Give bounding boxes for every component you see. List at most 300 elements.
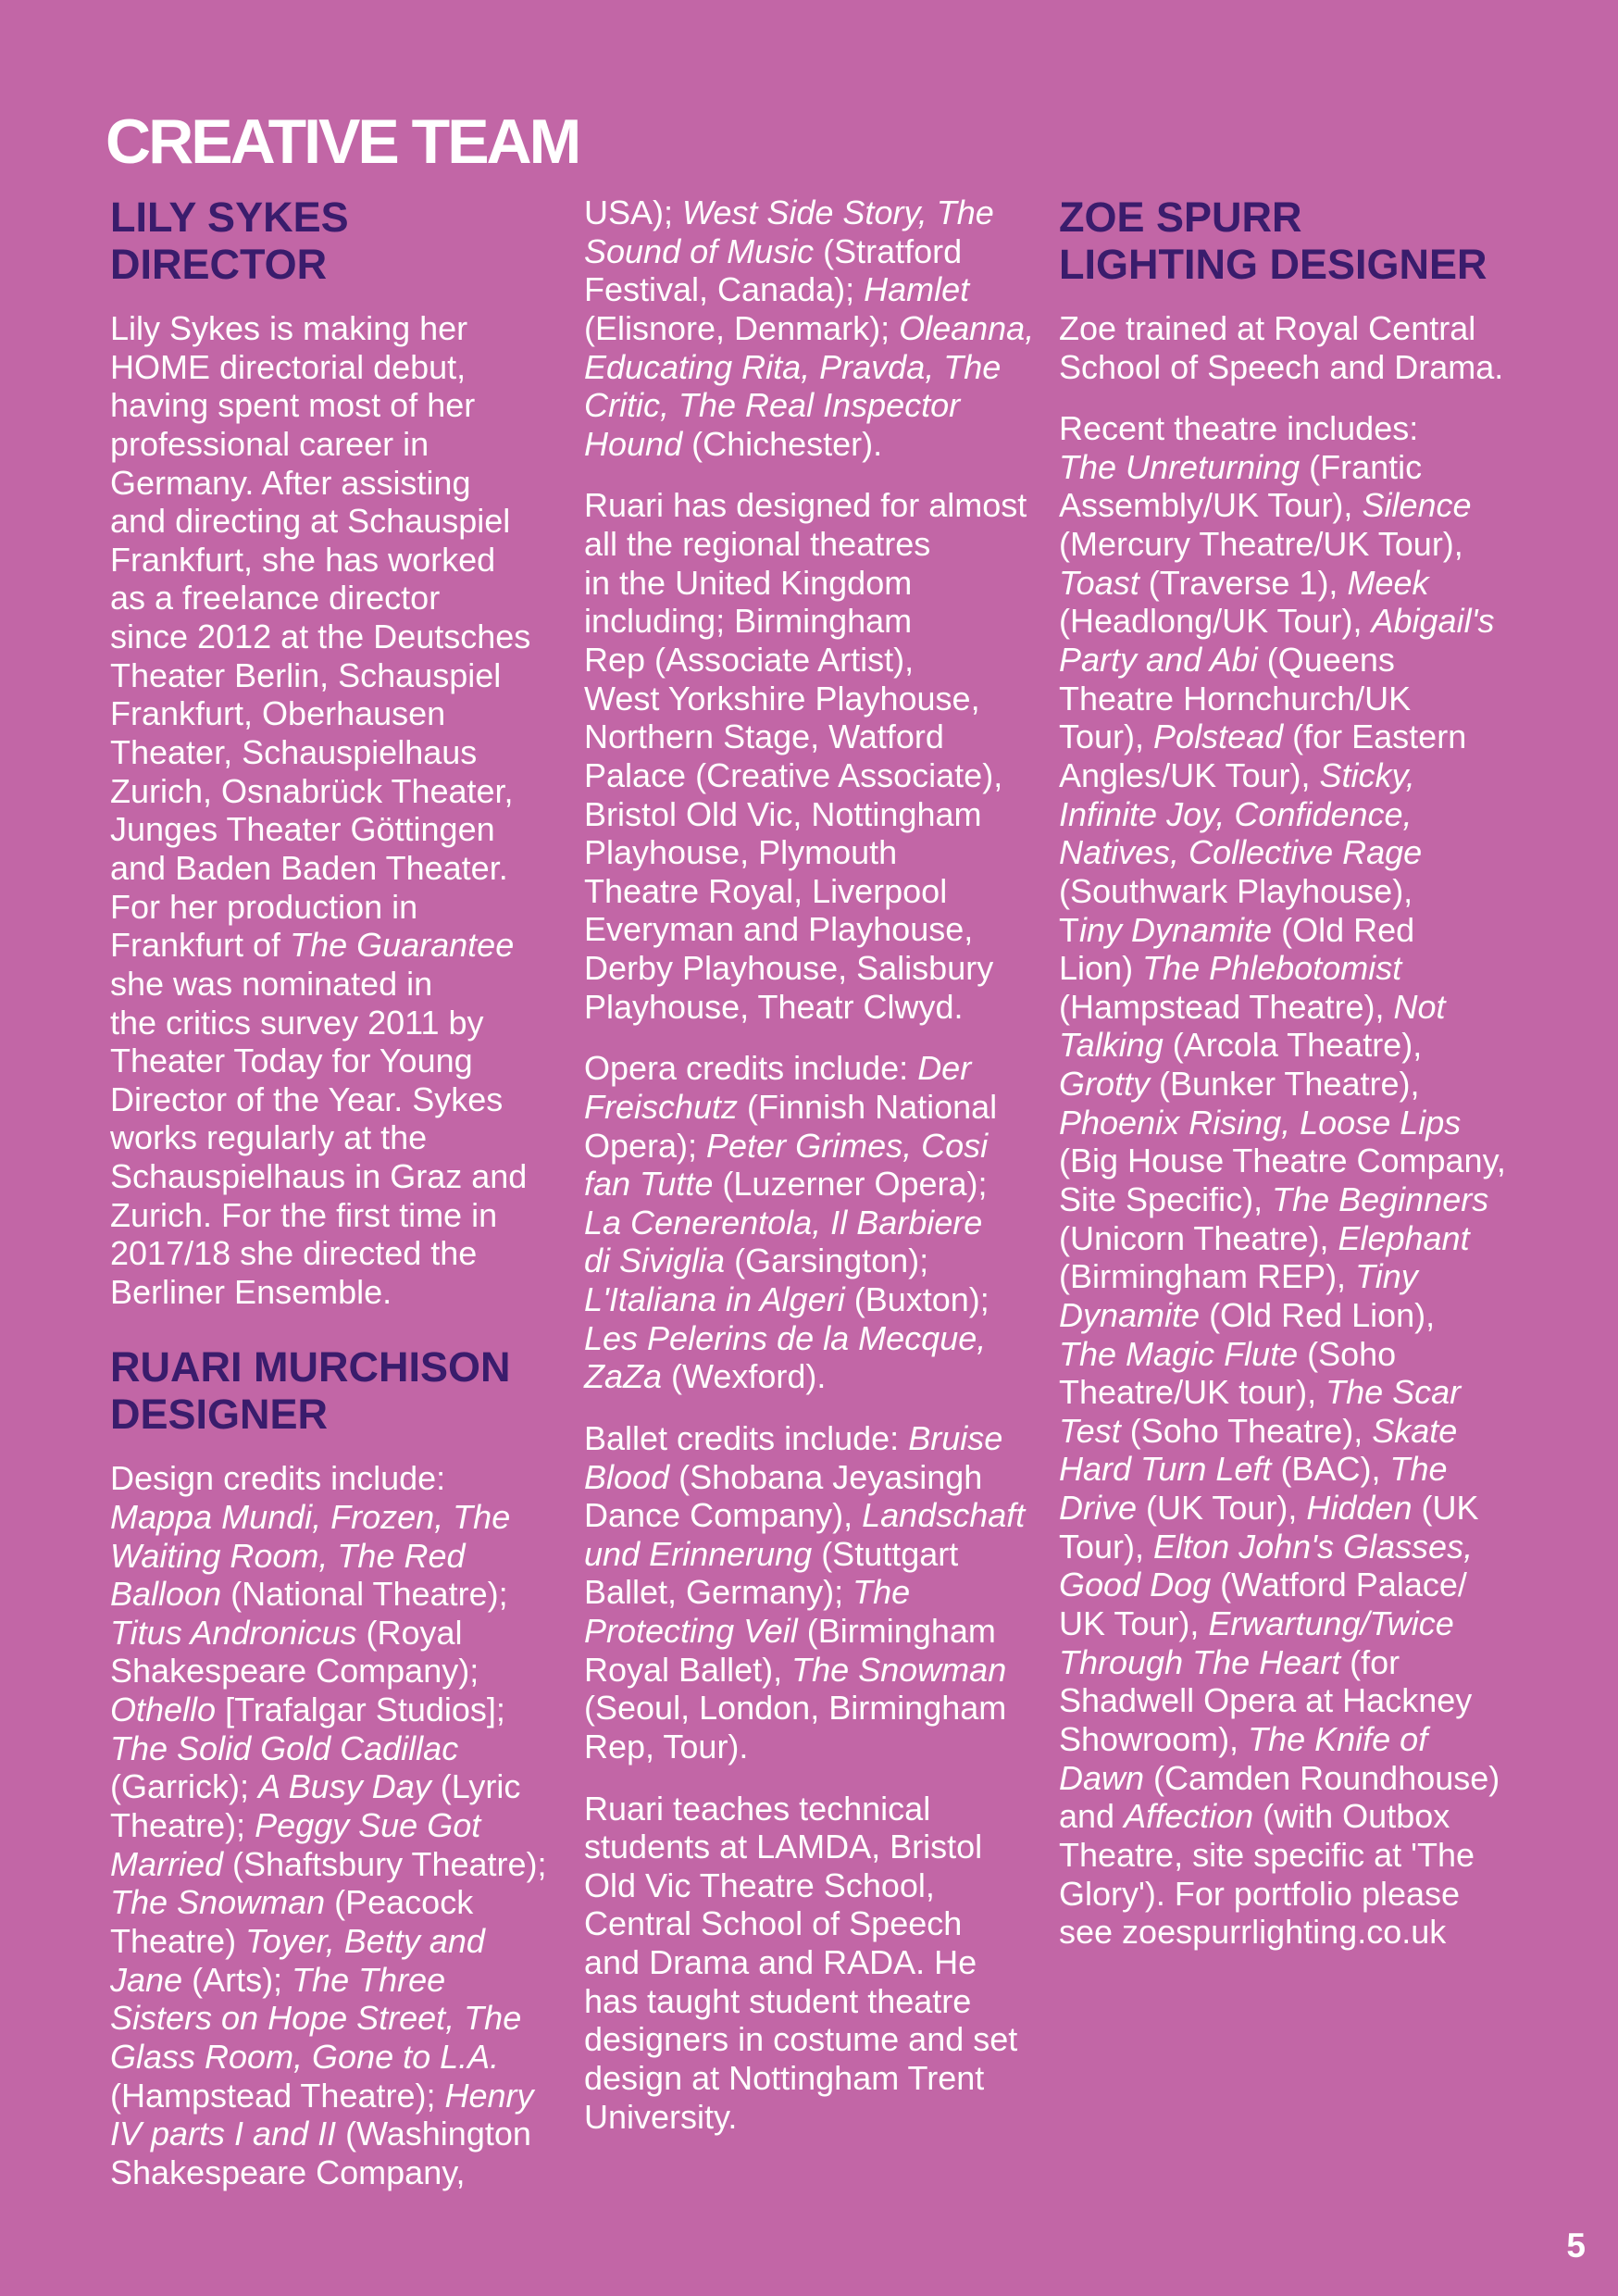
text-line [110, 1691, 578, 1729]
text-line [584, 1790, 1052, 1828]
text-run: (Frantic [1300, 447, 1423, 486]
text-line [110, 1042, 578, 1080]
text-run: Playhouse, Plymouth [584, 833, 898, 872]
text-line [110, 1575, 578, 1614]
text-line [110, 1080, 578, 1119]
person-role: LIGHTING DESIGNER [1059, 241, 1487, 288]
text-run: and Baden Baden Theater. [110, 848, 508, 887]
text-run: 2017/18 she directed the [110, 1234, 478, 1273]
text-line [110, 309, 578, 348]
text-line [1059, 448, 1526, 487]
text-line [1059, 1643, 1526, 1682]
text-line [110, 579, 578, 618]
italic-title: Sound of Music [584, 231, 815, 270]
text-run: (Lyric [430, 1767, 521, 1806]
italic-title: Polstead [1153, 718, 1284, 756]
italic-title: Test [1059, 1411, 1121, 1450]
text-run: has taught student theatre [584, 1981, 972, 2020]
text-run: and directing at Schauspiel [110, 502, 511, 541]
text-run: Theater Today for Young [110, 1042, 473, 1080]
text-run: (Arts); [182, 1960, 292, 1999]
text-run: (Finnish National [738, 1087, 998, 1126]
text-line [110, 1614, 578, 1653]
text-line [584, 1943, 1052, 1982]
text-line [1059, 795, 1526, 834]
text-line [110, 1999, 578, 2038]
text-run: (Soho [1298, 1334, 1397, 1373]
text-run: (for Eastern [1283, 718, 1467, 756]
text-run: and [1059, 1797, 1125, 1836]
italic-title: Sisters on Hope Street, The [110, 1999, 522, 2038]
italic-title: Critic, The Real Inspector [584, 386, 961, 425]
paragraph [584, 1419, 1052, 1766]
text-line [584, 1088, 1052, 1127]
italic-title: Bruise [908, 1418, 1003, 1457]
text-run: in the United Kingdom [584, 563, 913, 602]
text-line [110, 1537, 578, 1576]
text-line [584, 2098, 1052, 2137]
page-number: 5 [1566, 2227, 1586, 2265]
text-run: (Old Red Lion), [1200, 1295, 1436, 1334]
text-line [110, 965, 578, 1004]
text-line [1059, 833, 1526, 872]
text-run: (UK Tour), [1137, 1489, 1307, 1528]
italic-title: di Siviglia [584, 1242, 726, 1280]
text-run: (Wexford). [662, 1357, 827, 1396]
paragraph [1059, 309, 1526, 386]
text-line [584, 1689, 1052, 1728]
text-line [110, 926, 578, 965]
paragraph [110, 1459, 578, 2191]
text-run: Theatre Hornchurch/UK [1059, 679, 1412, 718]
text-line [584, 1496, 1052, 1535]
paragraph [110, 309, 578, 1312]
text-run: (UK [1412, 1489, 1479, 1528]
text-line [1059, 1335, 1526, 1374]
text-line [1059, 1142, 1526, 1180]
text-run: Tour), [1059, 718, 1154, 756]
italic-title: Henry [444, 2076, 534, 2115]
text-run: Theatre Royal, Liverpool [584, 871, 948, 910]
text-line [110, 810, 578, 849]
text-run: Theater Berlin, Schauspiel [110, 655, 502, 694]
text-line [584, 486, 1052, 525]
text-line [584, 1127, 1052, 1166]
text-run: Assembly/UK Tour), [1059, 486, 1363, 525]
italic-title: und Erinnerung [584, 1534, 813, 1573]
text-line [584, 270, 1052, 309]
text-line [110, 541, 578, 580]
text-line [110, 386, 578, 425]
text-run: West Yorkshire Playhouse, [584, 679, 980, 718]
text-line [1059, 602, 1526, 641]
text-run: (Soho Theatre), [1120, 1411, 1373, 1450]
text-run: Festival, Canada); [584, 270, 865, 309]
text-run: (Peacock [325, 1883, 474, 1922]
text-run: (Stuttgart [812, 1534, 959, 1573]
person-name: LILY SYKES [110, 193, 349, 241]
text-line [1059, 1528, 1526, 1566]
text-run: works regularly at the [110, 1118, 428, 1157]
italic-title: Balloon [110, 1575, 222, 1614]
text-line [1059, 1104, 1526, 1142]
text-line [1059, 1219, 1526, 1258]
italic-title: The Magic Flute [1059, 1334, 1299, 1373]
text-run: USA); [584, 193, 683, 231]
text-run: Lily Sykes is making her [110, 309, 468, 347]
text-line [1059, 1720, 1526, 1759]
paragraph [584, 1790, 1052, 2137]
text-run: Zurich. For the first time in [110, 1195, 498, 1234]
italic-title: Affection [1124, 1797, 1254, 1836]
text-run: T [1059, 910, 1079, 949]
text-run: Shadwell Opera at Hackney [1059, 1681, 1473, 1720]
text-line [110, 502, 578, 541]
text-run: she was nominated in [110, 964, 433, 1003]
text-run: UK Tour), [1059, 1604, 1209, 1643]
column-1 [110, 193, 578, 2215]
text-line [584, 602, 1052, 641]
text-run: as a freelance director [110, 579, 441, 618]
column-2 [584, 193, 1052, 2159]
text-line [1059, 409, 1526, 448]
italic-title: A Busy Day [257, 1767, 431, 1806]
text-run: Central School of Speech [584, 1904, 963, 1943]
italic-title: Protecting Veil [584, 1612, 798, 1651]
text-line [110, 1845, 578, 1884]
text-run: Showroom), [1059, 1719, 1249, 1758]
italic-title: Hard Turn Left [1059, 1450, 1272, 1489]
text-run: Germany. After assisting [110, 463, 471, 502]
text-line [584, 1866, 1052, 1905]
text-line [584, 425, 1052, 464]
text-line [1059, 1257, 1526, 1296]
text-run: (Garrick); [110, 1767, 258, 1806]
text-run: (Buxton); [844, 1280, 989, 1319]
italic-title: Hidden [1306, 1489, 1413, 1528]
text-line [110, 733, 578, 772]
text-line [1059, 949, 1526, 988]
text-run: (Bunker Theatre), [1150, 1065, 1420, 1104]
text-run: (Elisnore, Denmark); [584, 308, 900, 347]
italic-title: Sticky, [1319, 755, 1415, 794]
italic-title: Meek [1347, 563, 1429, 602]
text-line [1059, 1604, 1526, 1643]
text-run: (Mercury Theatre/UK Tour), [1059, 525, 1463, 564]
text-run: (for [1340, 1642, 1400, 1681]
text-run: (Headlong/UK Tour), [1059, 602, 1372, 641]
text-line [584, 718, 1052, 756]
italic-title: iny Dynamite [1079, 910, 1273, 949]
italic-title: The Solid Gold Cadillac [110, 1728, 459, 1767]
text-line [584, 680, 1052, 718]
italic-title: Educating Rita, Pravda, The [584, 347, 1002, 386]
text-line [584, 2020, 1052, 2059]
text-run: (Seoul, London, Birmingham [584, 1689, 1007, 1728]
text-run: Site Specific), [1059, 1179, 1273, 1218]
italic-title: Hamlet [864, 270, 970, 309]
text-run: (with Outbox [1253, 1797, 1450, 1836]
text-run: Northern Stage, Watford [584, 718, 944, 756]
italic-title: Elton John's Glasses, [1153, 1527, 1474, 1566]
italic-title: Infinite Joy, Confidence, [1059, 794, 1413, 833]
text-line [584, 193, 1052, 232]
italic-title: Drive [1059, 1489, 1138, 1528]
person-name: ZOE SPURR [1059, 193, 1302, 241]
text-line [1059, 1875, 1526, 1914]
italic-title: La Cenerentola, Il Barbiere [584, 1203, 983, 1242]
text-line [1059, 564, 1526, 603]
text-run: and Drama and RADA. He [584, 1943, 977, 1982]
text-line [584, 1357, 1052, 1396]
text-line [1059, 641, 1526, 680]
text-run: Glory'). For portfolio please [1059, 1874, 1461, 1913]
italic-title: Les Pelerins de la Mecque, [584, 1318, 987, 1357]
italic-title: The Phlebotomist [1142, 949, 1402, 988]
text-line [110, 1498, 578, 1537]
text-run: the critics survey 2011 by [110, 1003, 484, 1042]
text-run: Bristol Old Vic, Nottingham [584, 794, 982, 833]
text-line [584, 1165, 1052, 1204]
text-line [1059, 756, 1526, 795]
text-run: Recent theatre includes: [1059, 409, 1419, 448]
italic-title: The Unreturning [1059, 447, 1301, 486]
text-run: (Royal [356, 1613, 463, 1652]
text-run: (Traverse 1), [1139, 563, 1348, 602]
text-run: Derby Playhouse, Salisbury [584, 949, 994, 988]
paragraph [1059, 409, 1526, 1952]
italic-title: Silence [1362, 486, 1472, 525]
italic-title: Dynamite [1059, 1295, 1201, 1334]
italic-title: The Snowman [110, 1883, 326, 1922]
text-line [110, 2038, 578, 2077]
italic-title: Der [917, 1049, 972, 1088]
italic-title: Toyer, Betty and [245, 1921, 485, 1960]
text-line [1059, 1373, 1526, 1412]
italic-title: ZaZa [584, 1357, 663, 1396]
text-run: (Southwark Playhouse), [1059, 871, 1413, 910]
text-line [1059, 1296, 1526, 1335]
text-line [110, 1961, 578, 2000]
text-line [1059, 1797, 1526, 1836]
italic-title: Waiting Room, The Red [110, 1536, 466, 1575]
text-line [1059, 1065, 1526, 1104]
italic-title: fan Tutte [584, 1165, 714, 1204]
paragraph [584, 1049, 1052, 1396]
text-run: Theater, Schauspielhaus [110, 733, 478, 772]
text-run: (Washington [336, 2115, 531, 2153]
text-run: Angles/UK Tour), [1059, 755, 1320, 794]
text-run: (Garsington); [725, 1242, 929, 1280]
text-line [1059, 1681, 1526, 1720]
text-run: Dance Company), [584, 1496, 863, 1535]
text-line [110, 348, 578, 387]
text-run: HOME directorial debut, [110, 347, 467, 386]
text-line [110, 1922, 578, 1961]
text-line [584, 1280, 1052, 1319]
italic-title: Titus Andronicus [110, 1613, 357, 1652]
text-run: Old Vic Theatre School, [584, 1866, 935, 1904]
text-line [110, 1652, 578, 1691]
text-line [1059, 1913, 1526, 1952]
paragraph [584, 193, 1052, 463]
italic-title: IV parts I and II [110, 2115, 337, 2153]
italic-title: Othello [110, 1691, 217, 1729]
text-line [110, 656, 578, 695]
italic-title: The Snowman [791, 1650, 1007, 1689]
italic-title: Abigail's [1371, 602, 1495, 641]
text-line [1059, 309, 1526, 348]
person-name: RUARI MURCHISON [110, 1343, 511, 1391]
text-run: (Shobana Jeyasingh [669, 1457, 983, 1496]
text-line [584, 1242, 1052, 1280]
text-run: (Old Red [1272, 910, 1415, 949]
text-line [110, 2153, 578, 2192]
text-run: For her production in [110, 887, 418, 926]
text-line [110, 1157, 578, 1196]
text-run: Schauspielhaus in Graz and [110, 1157, 528, 1196]
text-run: Junges Theater Göttingen [110, 810, 495, 849]
text-run: see zoespurrlighting.co.uk [1059, 1913, 1447, 1952]
text-line [110, 1234, 578, 1273]
text-line [110, 888, 578, 927]
text-line [584, 1651, 1052, 1690]
text-run: Ruari has designed for almost [584, 486, 1027, 525]
text-line [1059, 525, 1526, 564]
text-line [110, 694, 578, 733]
text-line [1059, 911, 1526, 950]
italic-title: Jane [110, 1960, 183, 1999]
text-run: Design credits include: [110, 1459, 446, 1498]
text-run: Opera); [584, 1126, 707, 1165]
text-line [1059, 680, 1526, 718]
text-line [584, 1904, 1052, 1943]
text-line [584, 1535, 1052, 1574]
italic-title: West Side Story, The [682, 193, 994, 231]
text-run: (BAC), [1271, 1450, 1390, 1489]
italic-title: Peter Grimes, Cosi [706, 1126, 989, 1165]
text-run: Lion) [1059, 949, 1143, 988]
text-line [1059, 1836, 1526, 1875]
text-line [584, 988, 1052, 1027]
text-run: Frankfurt, she has worked [110, 540, 496, 579]
text-run: Ruari teaches technical [584, 1789, 931, 1828]
text-run: having spent most of her [110, 386, 476, 425]
text-run: since 2012 at the Deutsches [110, 618, 531, 656]
text-line [584, 756, 1052, 795]
text-line [584, 1458, 1052, 1497]
text-run: professional career in [110, 424, 429, 463]
italic-title: Skate [1372, 1411, 1458, 1450]
text-line [110, 1729, 578, 1768]
text-run: Ballet credits include: [584, 1418, 909, 1457]
text-line [110, 1767, 578, 1806]
text-line [110, 849, 578, 888]
italic-title: Dawn [1059, 1758, 1145, 1797]
text-run: Theatre, site specific at 'The [1059, 1835, 1475, 1874]
text-line [1059, 1450, 1526, 1489]
italic-title: The [1389, 1450, 1448, 1489]
text-run: Palace (Creative Associate), [584, 755, 1003, 794]
text-run: (Unicorn Theatre), [1059, 1218, 1338, 1257]
text-line [110, 425, 578, 464]
italic-title: The Scar [1326, 1373, 1462, 1412]
text-line [584, 833, 1052, 872]
text-line [110, 464, 578, 503]
text-run: Theatre/UK tour), [1059, 1373, 1326, 1412]
text-run: Rep, Tour). [584, 1728, 749, 1766]
text-run: Shakespeare Company); [110, 1652, 479, 1691]
text-run: (Camden Roundhouse) [1144, 1758, 1500, 1797]
text-run: University. [584, 2097, 738, 2136]
italic-title: The Three [292, 1960, 446, 1999]
text-run: (National Theatre); [221, 1575, 508, 1614]
italic-title: Phoenix Rising, Loose Lips [1059, 1103, 1462, 1142]
text-run: Rep (Associate Artist), [584, 640, 915, 679]
text-run: [Trafalgar Studios]; [216, 1691, 505, 1729]
text-line [1059, 1180, 1526, 1219]
text-line [584, 348, 1052, 387]
text-line [110, 1118, 578, 1157]
text-line [110, 1004, 578, 1042]
italic-title: Elephant [1338, 1218, 1470, 1257]
paragraph [584, 486, 1052, 1026]
person-role: DESIGNER [110, 1391, 329, 1439]
text-run: (Arcola Theatre), [1163, 1026, 1423, 1065]
text-line [584, 525, 1052, 564]
text-line [584, 309, 1052, 348]
text-line [584, 1049, 1052, 1088]
text-run: design at Nottingham Trent [584, 2059, 985, 2098]
italic-title: Grotty [1059, 1065, 1151, 1104]
text-run: (Luzerner Opera); [713, 1165, 988, 1204]
italic-title: Through The Heart [1059, 1642, 1341, 1681]
text-line [584, 232, 1052, 271]
text-line [1059, 348, 1526, 387]
text-run: Shakespeare Company, [110, 2152, 466, 2191]
text-line [1059, 872, 1526, 911]
text-run: Opera credits include: [584, 1049, 918, 1088]
text-line [110, 1459, 578, 1498]
section-heading [110, 193, 578, 288]
text-run: Zoe trained at Royal Central [1059, 309, 1476, 347]
text-line [584, 872, 1052, 911]
text-run: Ballet, Germany); [584, 1573, 853, 1612]
text-run: (Hampstead Theatre), [1059, 987, 1394, 1026]
text-line [1059, 486, 1526, 525]
italic-title: Good Dog [1059, 1566, 1212, 1604]
text-line [110, 1196, 578, 1235]
text-line [584, 795, 1052, 834]
italic-title: Toast [1059, 563, 1139, 602]
text-line [110, 1273, 578, 1312]
text-run: (Shaftsbury Theatre); [223, 1844, 547, 1883]
text-line [584, 910, 1052, 949]
text-line [584, 949, 1052, 988]
text-run: (Birmingham REP), [1059, 1257, 1356, 1296]
italic-title: Glass Room, Gone to L.A. [110, 2037, 500, 2076]
text-run: Playhouse, Theatr Clwyd. [584, 987, 964, 1026]
italic-title: The Guarantee [290, 926, 515, 965]
italic-title: Talking [1059, 1026, 1164, 1065]
text-run: Zurich, Osnabrück Theater, [110, 771, 514, 810]
italic-title: Oleanna, [899, 308, 1035, 347]
text-run: students at LAMDA, Bristol [584, 1828, 983, 1866]
text-run: Frankfurt of [110, 926, 291, 965]
text-line [584, 1573, 1052, 1612]
text-run: Royal Ballet), [584, 1650, 792, 1689]
text-line [584, 2059, 1052, 2098]
